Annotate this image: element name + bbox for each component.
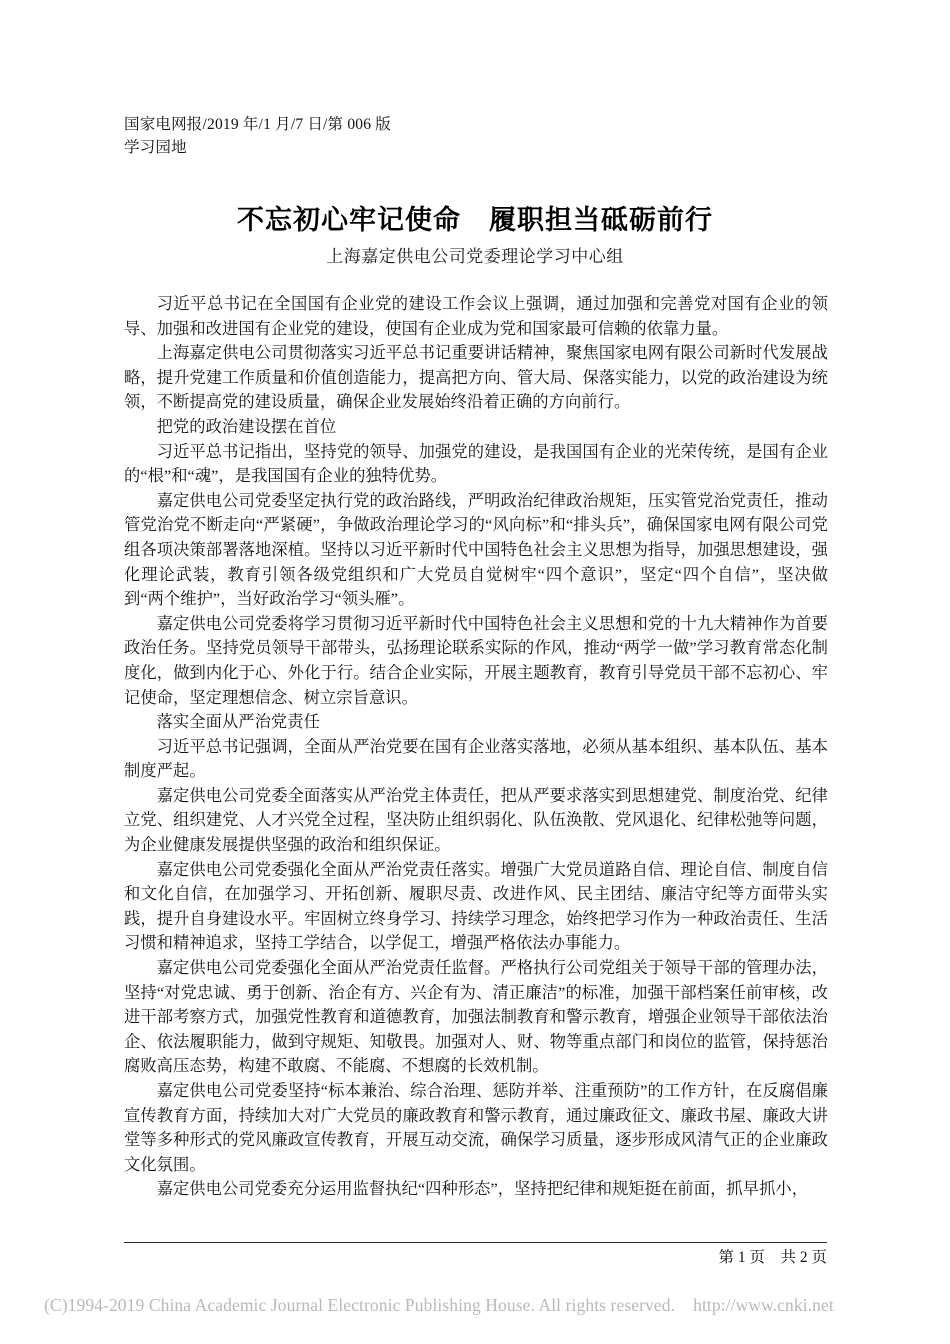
section-subheading: 落实全面从严治党责任 [156,712,320,732]
page-title: 不忘初心牢记使命 履职担当砥砺前行 [237,205,713,237]
paragraph: 嘉定供电公司党委充分运用监督执纪“四种形态”，坚持把纪律和规矩挺在前面，抓早抓小， [156,1179,809,1199]
paragraph: 嘉定供电公司党委坚持“标本兼治、综合治理、惩防并举、注重预防”的工作方针，在反腐倡廉宣传教育方面，持续加大对广大党员的廉政教育和警示教育，通过廉政征文、廉政书屋、廉政大讲堂等多种形式的党风廉政宣传教育，开展互动交流，确保学习质量，逐步形成风清气正的企业廉政文化氛围。 [124,1081,828,1174]
paragraph: 习近平总书记指出，坚持党的领导、加强党的建设，是我国国有企业的光荣传统，是国有企业的“根”和“魂”，是我国国有企业的独特优势。 [124,441,828,486]
byline: 上海嘉定供电公司党委理论学习中心组 [326,247,624,267]
masthead-source: 国家电网报/2019 年/1 月/7 日/第 006 版 [124,116,391,133]
paragraph: 习近平总书记强调，全面从严治党要在国有企业落实落地，必须从基本组织、基本队伍、基本制度严起。 [124,736,828,781]
paragraph: 嘉定供电公司党委将学习贯彻习近平新时代中国特色社会主义思想和党的十九大精神作为首要政治任务。坚持党员领导干部带头，弘扬理论联系实际的作风，推动“两学一做”学习教育常态化制度化，做到内化于心、外化于行。结合企业实际，开展主题教育，教育引导党员干部不忘初心、牢记使命，坚定理想信念、树立宗旨意识。 [124,613,828,707]
paragraph: 嘉定供电公司党委坚定执行党的政治路线，严明政治纪律政治规矩，压实管党治党责任，推动管党治党不断走向“严紧硬”，争做政治理论学习的“风向标”和“排头兵”，确保国家电网有限公司党组各项决策部署落地深植。坚持以习近平新时代中国特色社会主义思想为指导，加强思想建设，强化理论武装，教育引领各级党组织和广大党员自觉树牢“四个意识”，坚定“四个自信”，坚决做到“两个维护”，当好政治学习“领头雁”。 [124,490,828,609]
section-subheading: 把党的政治建设摆在首位 [156,416,337,436]
masthead-column: 学习园地 [124,139,187,156]
page-number: 第 1 页 共 2 页 [718,1249,827,1266]
cnki-url: http://www.cnki.net [693,1295,834,1315]
footer-divider [124,1242,827,1243]
paragraph: 习近平总书记在全国国有企业党的建设工作会议上强调，通过加强和完善党对国有企业的领导、加强和改进国有企业党的建设，使国有企业成为党和国家最可信赖的依靠力量。 [124,294,828,338]
copyright-notice [44,1294,914,1316]
paragraph: 上海嘉定供电公司贯彻落实习近平总书记重要讲话精神，聚焦国家电网有限公司新时代发展战略，提升党建工作质量和价值创造能力，提高把方向、管大局、保落实能力，以党的政治建设为统领，不断提高党的建设质量，确保企业发展始终沿着正确的方向前行。 [124,343,828,412]
article-body [124,292,828,1202]
paragraph: 嘉定供电公司党委强化全面从严治党责任监督。严格执行公司党组关于领导干部的管理办法，坚持“对党忠诚、勇于创新、治企有方、兴企有为、清正廉洁”的标准，加强干部档案任前审核，改进干部考察方式，加强党性教育和道德教育，加强法制教育和警示教育，增强企业领导干部依法治企、依法履职能力，做到守规矩、知敬畏。加强对人、财、物等重点部门和岗位的监管，保持惩治腐败高压态势，构建不敢腐、不能腐、不想腐的长效机制。 [124,958,828,1076]
copyright-text: (C)1994-2019 China Academic Journal Electronic Publishing House. All rights reserved. [44,1295,676,1315]
masthead [124,113,827,159]
paragraph: 嘉定供电公司党委强化全面从严治党责任落实。增强广大党员道路自信、理论自信、制度自信和文化自信，在加强学习、开拓创新、履职尽责、改进作风、民主团结、廉洁守纪等方面带头实践，提升自身建设水平。牢固树立终身学习、持续学习理念，始终把学习作为一种政治责任、生活习惯和精神追求，坚持工学结合，以学促工，增强严格依法办事能力。 [124,859,828,953]
paragraph: 嘉定供电公司党委全面落实从严治党主体责任，把从严要求落实到思想建党、制度治党、纪律立党、组织建党、人才兴党全过程，坚决防止组织弱化、队伍涣散、党风退化、纪律松弛等问题，为企业健康发展提供坚强的政治和组织保证。 [124,785,828,855]
